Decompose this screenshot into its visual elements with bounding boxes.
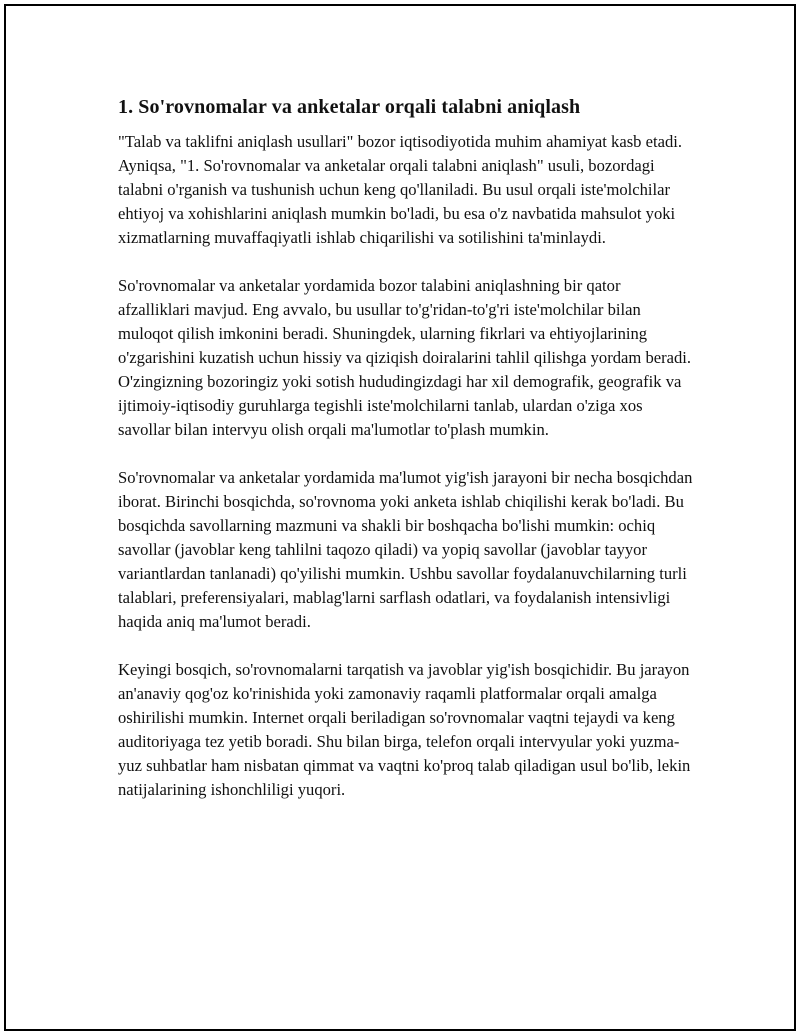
document-body xyxy=(118,94,693,826)
document-title: 1. So'rovnomalar va anketalar orqali talabni aniqlash xyxy=(118,96,581,118)
paragraph-4: Keyingi bosqich, so'rovnomalarni tarqatish va javoblar yig'ish bosqichidir. Bu jarayon an'anaviy qog'oz ko'rinishida yoki zamonaviy raqamli platformalar orqali amalga oshirilishi mumkin. Internet orqali beriladigan so'rovnomalar vaqtni tejaydi va keng auditoriyaga tez yetib boradi. Shu bilan birga, telefon orqali intervyular yoki yuzma-yuz suhbatlar ham nisbatan qimmat va vaqtni ko'proq talab qiladigan usul bo'lib, lekin natijalarining ishonchliligi yuqori. xyxy=(118,660,691,799)
paragraph-1: "Talab va taklifni aniqlash usullari" bozor iqtisodiyotida muhim ahamiyat kasb etadi. Ayniqsa, "1. So'rovnomalar va anketalar orqali talabni aniqlash" usuli, bozordagi talabni o'rganish va tushunish uchun keng qo'llaniladi. Bu usul orqali iste'molchilar ehtiyoj va xohishlarini aniqlash mumkin bo'ladi, bu esa o'z navbatida mahsulot yoki xizmatlarning muvaffaqiyatli ishlab chiqarilishi va sotilishini ta'minlaydi. xyxy=(118,132,683,247)
paragraph-2: So'rovnomalar va anketalar yordamida bozor talabini aniqlashning bir qator afzalliklari mavjud. Eng avvalo, bu usullar to'g'ridan-to'g'ri iste'molchilar bilan muloqot qilish imkonini beradi. Shuningdek, ularning fikrlari va ehtiyojlarining o'zgarishini kuzatish uchun hissiy va qiziqish doiralarini tahlil qilishga yordam beradi. O'zingizning bozoringiz yoki sotish hududingizdagi har xil demografik, geografik va ijtimoiy-iqtisodiy guruhlarga tegishli iste'molchilarni tanlab, ulardan o'ziga xos savollar bilan intervyu olish orqali ma'lumotlar to'plash mumkin. xyxy=(118,276,692,439)
paragraph-3: So'rovnomalar va anketalar yordamida ma'lumot yig'ish jarayoni bir necha bosqichdan iborat. Birinchi bosqichda, so'rovnoma yoki anketa ishlab chiqilishi kerak bo'ladi. Bu bosqichda savollarning mazmuni va shakli bir boshqacha bo'lishi mumkin: ochiq savollar (javoblar keng tahlilni taqozo qiladi) va yopiq savollar (javoblar tayyor variantlardan tanlanadi) qo'yilishi mumkin. Ushbu savollar foydalanuvchilarning turli talablari, preferensiyalari, mablag'larni sarflash odatlari, va foydalanish intensivligi haqida aniq ma'lumot beradi. xyxy=(118,468,693,631)
